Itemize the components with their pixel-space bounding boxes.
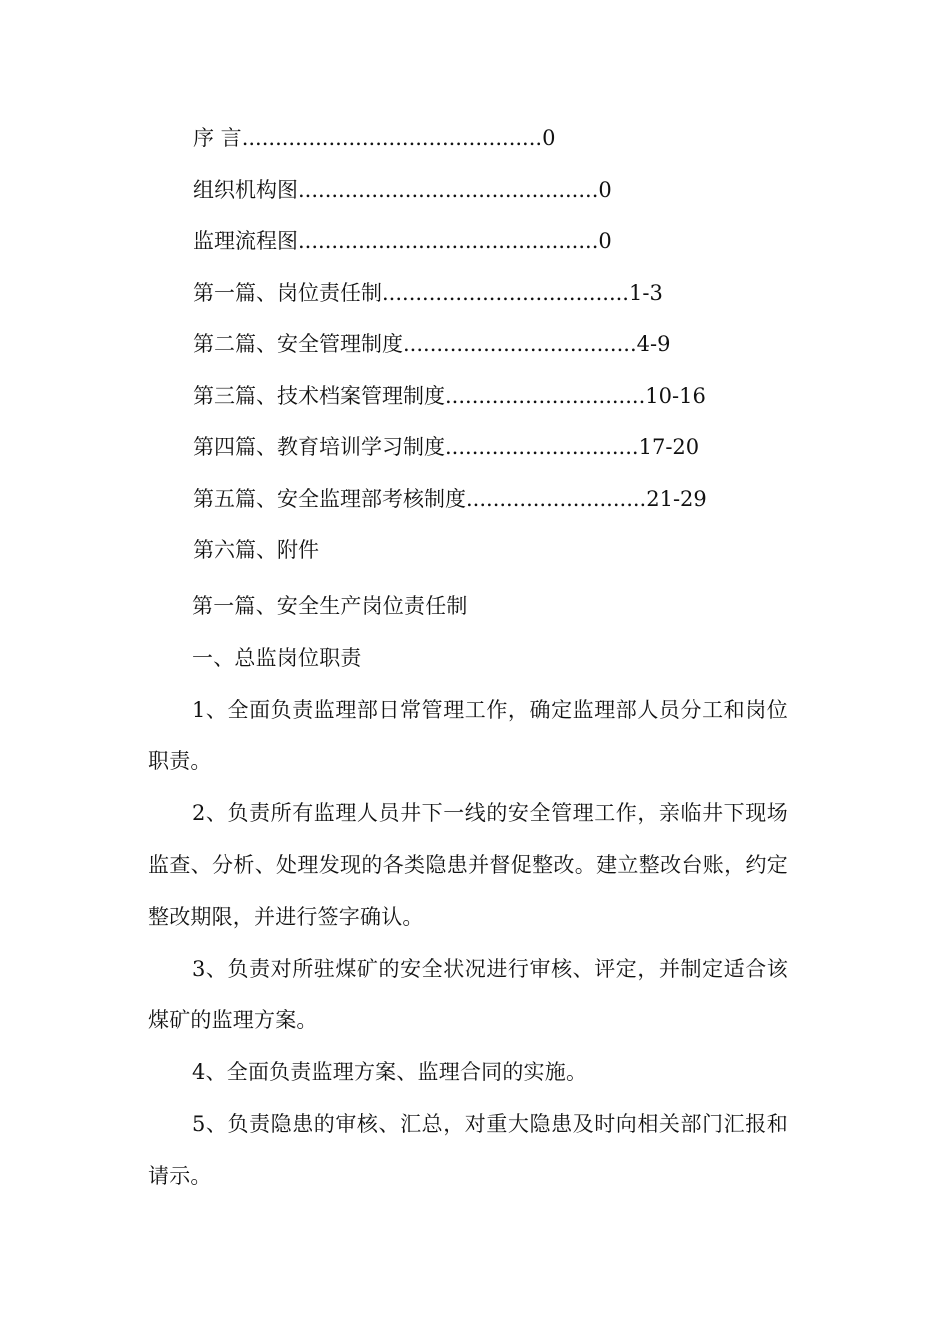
toc-entry bbox=[193, 170, 813, 222]
toc-entry-title: 第二篇、安全管理制度 bbox=[193, 332, 403, 356]
toc-entry-leader: ................................... bbox=[403, 332, 637, 356]
toc-entry-title: 第五篇、安全监理部考核制度 bbox=[193, 486, 466, 511]
toc-entry bbox=[193, 118, 813, 170]
paragraph: 1、全面负责监理部日常管理工作，确定监理部人员分工和岗位职责。 bbox=[148, 697, 788, 774]
toc-entry-page: 4-9 bbox=[636, 332, 671, 356]
paragraph: 2、负责所有监理人员井下一线的安全管理工作，亲临井下现场监查、分析、处理发现的各类隐患并督促整改。建立整改台账，约定整改期限，并进行签字确认。 bbox=[148, 801, 788, 929]
toc-entry bbox=[193, 427, 813, 479]
toc-entry-title: 监理流程图 bbox=[193, 229, 298, 253]
toc-entry-title: 第三篇、技术档案管理制度 bbox=[193, 383, 445, 408]
toc-entry bbox=[193, 273, 813, 325]
toc-entry-leader: ........................... bbox=[466, 486, 647, 511]
toc-entry-page: 1-3 bbox=[629, 280, 663, 305]
toc-entry-page: 10-16 bbox=[645, 383, 706, 408]
toc-entry-title: 第六篇、附件 bbox=[193, 538, 319, 562]
subsection-title: 一、总监岗位职责 bbox=[192, 645, 362, 670]
toc-entry-page: 0 bbox=[598, 177, 612, 202]
toc-entry-title: 序 言 bbox=[193, 126, 242, 150]
toc-entry-leader: ............................. bbox=[445, 435, 639, 459]
toc-entry-leader: ..................................... bbox=[382, 280, 629, 305]
toc-entry-page: 0 bbox=[542, 126, 556, 150]
toc-entry bbox=[193, 530, 813, 582]
paragraph: 3、负责对所驻煤矿的安全状况进行审核、评定，并制定适合该煤矿的监理方案。 bbox=[148, 956, 788, 1033]
toc-entry bbox=[193, 479, 813, 531]
toc-entry-title: 第一篇、岗位责任制 bbox=[193, 280, 382, 305]
paragraph: 5、负责隐患的审核、汇总，对重大隐患及时向相关部门汇报和请示。 bbox=[148, 1111, 788, 1188]
toc-entry bbox=[193, 324, 813, 376]
toc-entry bbox=[193, 221, 813, 273]
table-of-contents bbox=[193, 118, 813, 582]
toc-entry-leader: ............................................. bbox=[241, 126, 543, 150]
toc-entry-title: 第四篇、教育培训学习制度 bbox=[193, 435, 445, 459]
toc-entry-title: 组织机构图 bbox=[193, 177, 298, 202]
toc-entry-page: 21-29 bbox=[646, 486, 707, 511]
toc-entry-page: 0 bbox=[598, 229, 612, 253]
toc-entry-leader: ............................................. bbox=[298, 229, 599, 253]
toc-entry-page: 17-20 bbox=[638, 435, 700, 459]
document-body bbox=[148, 581, 788, 1203]
section-title: 第一篇、安全生产岗位责任制 bbox=[192, 594, 468, 618]
toc-entry bbox=[193, 376, 813, 428]
toc-entry-leader: .............................. bbox=[445, 383, 646, 408]
paragraph: 4、全面负责监理方案、监理合同的实施。 bbox=[192, 1060, 588, 1085]
toc-entry-leader: ............................................. bbox=[298, 177, 599, 202]
